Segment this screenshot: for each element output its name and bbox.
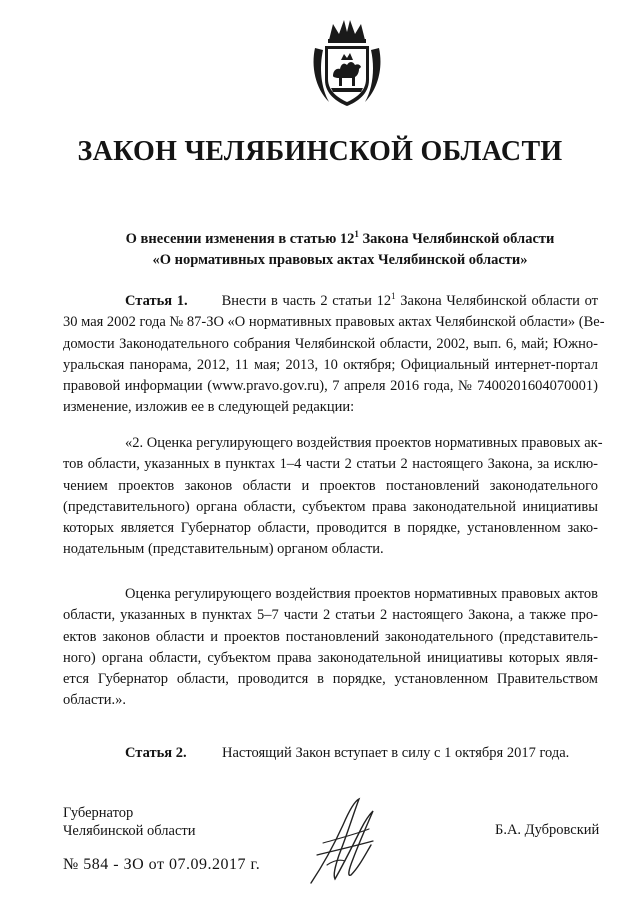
article-1-paragraph (63, 291, 605, 419)
registration-number: № 584 - ЗО от 07.09.2017 г. (63, 856, 261, 873)
quote-line: которых является Губернатор области, проводится в порядке, установленном зако- (63, 520, 598, 537)
article-1-line: правовой информации (www.pravo.gov.ru), 7 апреля 2016 года, № 7400201604070001) (63, 378, 598, 395)
quote-line: «2. Оценка регулирующего воздействия проектов нормативных правовых ак- (125, 435, 603, 451)
subject-line-2: «О нормативных правовых актах Челябинской области» (152, 252, 528, 268)
article-1-line: Статья 1. Внести в часть 2 статьи $12^1$ Закона Челябинской области от (125, 291, 598, 309)
article-2-label: Статья 2. (125, 745, 187, 761)
governor-position: Губернатор Челябинской области (63, 805, 196, 839)
article-1-line: уральская панорама, 2012, 11 мая; 2013, 10 октября; Официальный интернет-портал (63, 356, 598, 373)
quote-line: нодательным (представительным) органом области. (63, 541, 384, 558)
article-2-paragraph (125, 745, 569, 762)
quoted-paragraph-1 (63, 433, 603, 561)
quote-line: ется Губернатор области, проводится в порядке, установленном Правительством (63, 671, 598, 688)
coat-of-arms-icon (311, 18, 383, 108)
document-title: ЗАКОН ЧЕЛЯБИНСКОЙ ОБЛАСТИ (77, 136, 563, 167)
article-2-text: Настоящий Закон вступает в силу с 1 октября 2017 года. (222, 745, 570, 761)
article-1-label: Статья 1. (125, 293, 188, 309)
article-1-line: 30 мая 2002 года № 87-ЗО «О нормативных правовых актах Челябинской области» (Ве- (63, 314, 605, 331)
subject-line-1: О внесении изменения в статью $12^1$ Закона Челябинской области (125, 229, 555, 247)
quote-line: ного) органа области, субъектом права законодательной инициативы которых явля- (63, 649, 598, 666)
signer-name: Б.А. Дубровский (495, 822, 600, 838)
quote-line: чением проектов законов области и проектов постановлений законодательного (63, 477, 598, 494)
quoted-paragraph-2 (63, 584, 598, 712)
quote-line: области.». (63, 692, 126, 709)
quote-line: (представительного) органа области, субъектом права законодательной инициативы (63, 498, 598, 515)
signature-icon (303, 795, 379, 890)
quote-line: тов области, указанных в пунктах 1–4 части 2 статьи 2 настоящего Закона, за исклю- (63, 456, 598, 473)
law-subject-heading (60, 229, 620, 271)
quote-line: области, указанных в пунктах 5–7 части 2 статьи 2 настоящего Закона, а также про- (63, 607, 598, 624)
article-1-line: домости Законодательного собрания Челябинской области, 2002, вып. 6, май; Южно- (63, 335, 598, 352)
quote-line: Оценка регулирующего воздействия проектов нормативных правовых актов (125, 586, 598, 602)
article-1-line: изменение, изложив ее в следующей редакции: (63, 399, 355, 416)
quote-line: ектов законов области и проектов постановлений законодательного (представитель- (63, 628, 598, 645)
